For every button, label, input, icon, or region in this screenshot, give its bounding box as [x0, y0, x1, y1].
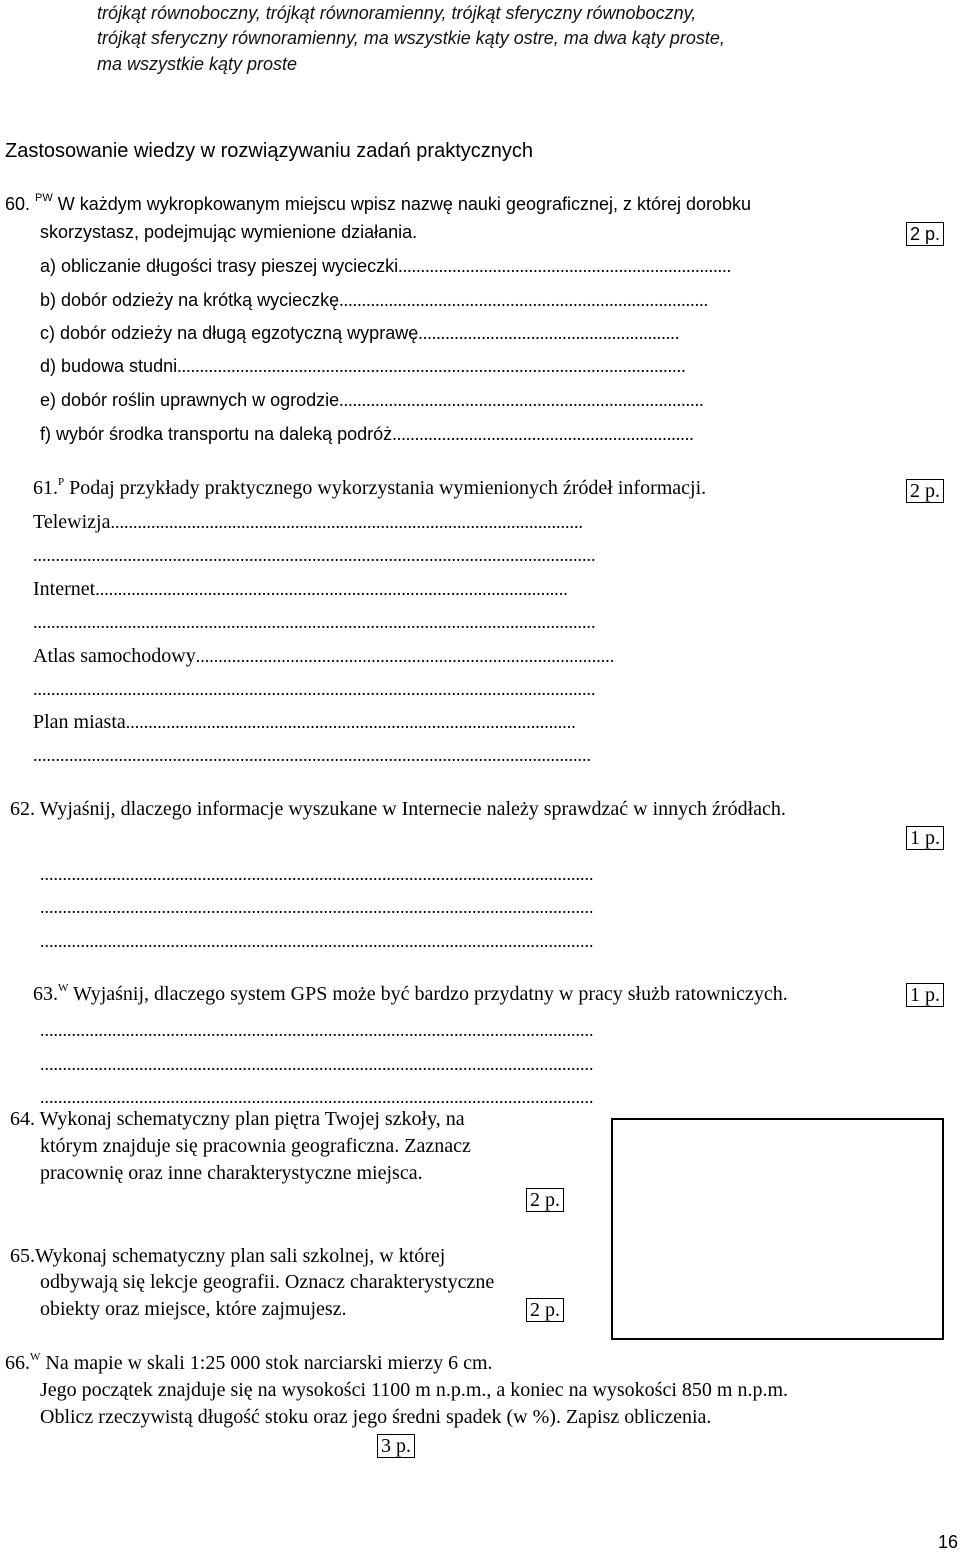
q65-line-3: obiekty oraz miejsce, które zajmujesz. — [40, 1298, 347, 1320]
q65-points: 2 p. — [526, 1298, 564, 1322]
q63-number: 63. — [33, 983, 58, 1005]
q60-number: 60. — [5, 194, 31, 214]
q62-answer-line: ........................................................................................................................... — [40, 897, 594, 917]
q60-points: 2 p. — [906, 222, 944, 246]
q62-points: 1 p. — [906, 826, 944, 850]
q61-source-atlas: Atlas samochodowy............................................................................................. — [33, 645, 615, 667]
q66-points: 3 p. — [377, 1434, 415, 1458]
q61-answer-line: ............................................................................................................................. — [33, 545, 596, 565]
q60-item-f: f) wybór środka transportu na daleką podróż................................................................... — [40, 424, 694, 444]
q60-line-2: skorzystasz, podejmując wymienione działania. — [40, 222, 418, 242]
q63-points: 1 p. — [906, 983, 944, 1007]
q62-number: 62. — [10, 798, 35, 820]
q60-item-a: a) obliczanie długości trasy pieszej wycieczki.......................................................................... — [40, 256, 732, 276]
q61-answer-line: ............................................................................................................................ — [33, 745, 591, 765]
q63-answer-line: ........................................................................................................................... — [40, 1087, 594, 1107]
drawing-answer-box[interactable] — [611, 1118, 944, 1340]
q64-line-3: pracownię oraz inne charakterystyczne miejsca. — [40, 1162, 423, 1184]
q65-number: 65. — [10, 1245, 35, 1267]
q60-sup: PW — [35, 192, 53, 204]
q60-item-d: d) budowa studni................................................................................................................. — [40, 356, 686, 376]
q64-number: 64. — [10, 1108, 35, 1130]
q66-number: 66. — [5, 1352, 30, 1374]
intro-line-1: trójkąt równoboczny, trójkąt równoramienny, trójkąt sferyczny równoboczny, — [97, 3, 697, 23]
q65-line-1: 65.Wykonaj schematyczny plan sali szkolnej, w której — [10, 1245, 446, 1267]
q61-line — [33, 477, 706, 500]
q60-line-1 — [5, 194, 751, 215]
q60-text-1: W każdym wykropkowanym miejscu wpisz nazwę nauki geograficznej, z której dorobku — [57, 194, 752, 214]
q64-points: 2 p. — [526, 1188, 564, 1212]
q60-item-e: e) dobór roślin uprawnych w ogrodzie................................................................................. — [40, 390, 704, 410]
q65-line-2: odbywają się lekcje geografii. Oznacz charakterystyczne — [40, 1271, 495, 1293]
q61-text: Podaj przykłady praktycznego wykorzystania wymienionych źródeł informacji. — [69, 477, 707, 499]
q61-source-plan: Plan miasta.................................................................................................... — [33, 711, 576, 733]
q62-line — [10, 798, 786, 821]
q60-item-b: b) dobór odzieży na krótką wycieczkę.................................................................................. — [40, 290, 709, 310]
q63-sup: W — [58, 982, 69, 994]
q63-answer-line: ........................................................................................................................... — [40, 1054, 594, 1074]
q61-points: 2 p. — [906, 479, 944, 503]
q63-line — [33, 983, 788, 1006]
q62-answer-line: ........................................................................................................................... — [40, 931, 594, 951]
q64-line-2: którym znajduje się pracownia geograficzna. Zaznacz — [40, 1135, 471, 1157]
q61-answer-line: ............................................................................................................................. — [33, 612, 596, 632]
q61-source-internet: Internet......................................................................................................... — [33, 578, 568, 600]
q61-answer-line: ............................................................................................................................. — [33, 679, 596, 699]
q66-line-1: 66.$^W$ Na mapie w skali 1:25 000 stok narciarski mierzy 6 cm. — [5, 1351, 493, 1374]
q64-line-1: 64. Wykonaj schematyczny plan piętra Twojej szkoły, na — [10, 1108, 465, 1130]
q66-line-3: Oblicz rzeczywistą długość stoku oraz jego średni spadek (w %). Zapisz obliczenia. — [40, 1406, 712, 1428]
q61-number: 61. — [33, 477, 58, 499]
q63-answer-line: ........................................................................................................................... — [40, 1020, 594, 1040]
q61-source-tv: Telewizja......................................................................................................... — [33, 511, 583, 533]
q60-item-c: c) dobór odzieży na długą egzotyczną wyprawę.......................................................... — [40, 323, 680, 343]
section-heading: Zastosowanie wiedzy w rozwiązywaniu zadań praktycznych — [5, 140, 534, 162]
q62-text: Wyjaśnij, dlaczego informacje wyszukane w Internecie należy sprawdzać w innych źródłach. — [39, 798, 786, 820]
intro-line-2: trójkąt sferyczny równoramienny, ma wszystkie kąty ostre, ma dwa kąty proste, — [97, 28, 725, 48]
q63-text: Wyjaśnij, dlaczego system GPS może być bardzo przydatny w pracy służb ratowniczych. — [73, 983, 788, 1005]
page-number: 16 — [938, 1532, 959, 1552]
q66-line-2: Jego początek znajduje się na wysokości 1100 m n.p.m., a koniec na wysokości 850 m n.p.m. — [40, 1379, 788, 1401]
q66-sup: W — [30, 1351, 41, 1363]
q62-answer-line: ........................................................................................................................... — [40, 864, 594, 884]
q61-sup: P — [58, 476, 65, 488]
intro-line-3: ma wszystkie kąty proste — [97, 54, 298, 74]
